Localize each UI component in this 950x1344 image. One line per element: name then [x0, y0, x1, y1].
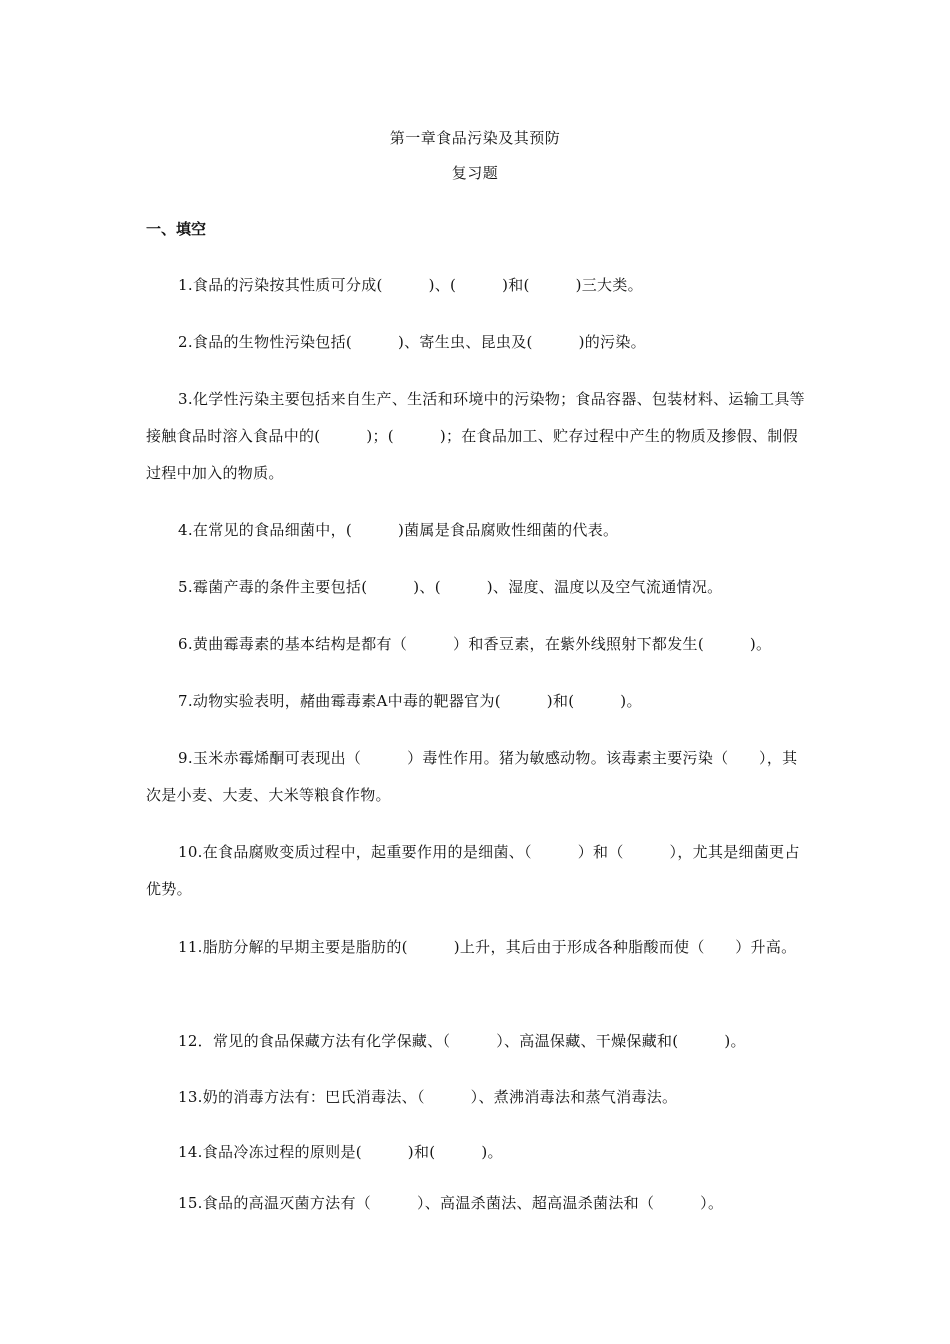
- question-4: 4.在常见的食品细菌中，( )菌属是食品腐败性细菌的代表。: [178, 521, 619, 539]
- question-7: 7.动物实验表明，赭曲霉毒素A中毒的靶器官为( )和( )。: [178, 692, 642, 710]
- question-15: 15.食品的高温灭菌方法有（ ）、高温杀菌法、超高温杀菌法和（ ）。: [178, 1194, 724, 1212]
- question-9: 9.玉米赤霉烯酮可表现出（ ）毒性作用。猪为敏感动物。该毒素主要污染（ ），其次是小麦、大麦、大米等粮食作物。: [146, 749, 798, 804]
- document-subtitle: 复习题: [451, 164, 499, 182]
- question-1: 1.食品的污染按其性质可分成( )、( )和( )三大类。: [178, 276, 643, 294]
- question-10: 10.在食品腐败变质过程中，起重要作用的是细菌、（ ）和（ ），尤其是细菌更占优势。: [146, 843, 800, 898]
- question-14: 14.食品冷冻过程的原则是( )和( )。: [178, 1143, 503, 1161]
- question-6: 6.黄曲霉毒素的基本结构是都有（ ）和香豆素，在紫外线照射下都发生( )。: [178, 635, 772, 653]
- question-11: 11.脂肪分解的早期主要是脂肪的( )上升，其后由于形成各种脂酸而使（ ）升高。: [178, 938, 797, 956]
- question-3: 3.化学性污染主要包括来自生产、生活和环境中的污染物；食品容器、包装材料、运输工具等接触食品时溶入食品中的( )；( )；在食品加工、贮存过程中产生的物质及掺假、制假过程中加入的物质。: [146, 390, 805, 482]
- section-heading: 一、填空: [146, 220, 207, 238]
- question-13: 13.奶的消毒方法有：巴氏消毒法、（ ）、煮沸消毒法和蒸气消毒法。: [178, 1088, 678, 1106]
- question-2: 2.食品的生物性污染包括( )、寄生虫、昆虫及( )的污染。: [178, 333, 646, 351]
- question-5: 5.霉菌产毒的条件主要包括( )、( )、湿度、温度以及空气流通情况。: [178, 578, 723, 596]
- question-12: 12．常见的食品保藏方法有化学保藏、（ ）、高温保藏、干燥保藏和( )。: [178, 1032, 746, 1050]
- document-title: 第一章食品污染及其预防: [389, 129, 561, 147]
